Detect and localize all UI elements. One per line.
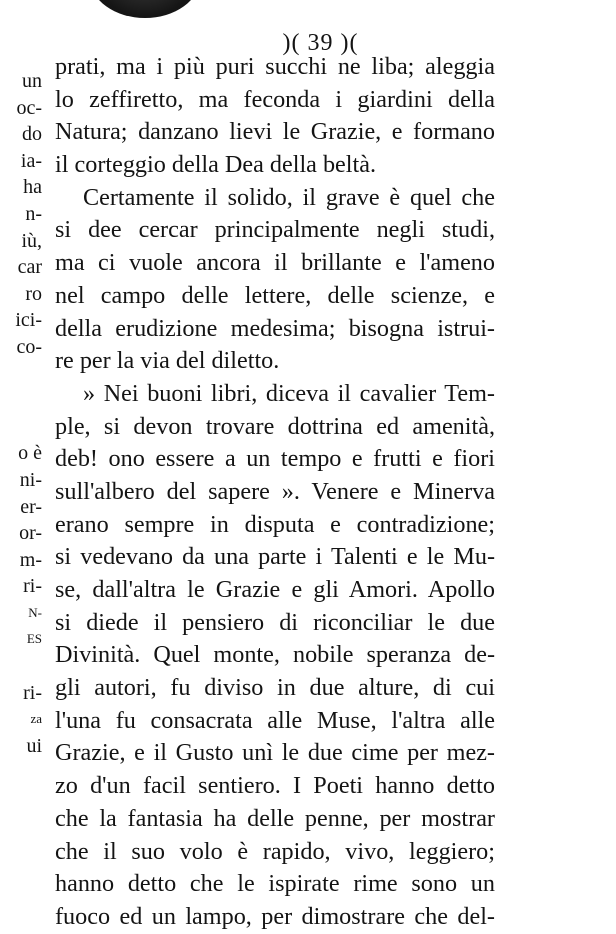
text-line: fuoco ed un lampo, per dimostrare che del-: [55, 902, 495, 930]
margin-fragment: co-: [16, 335, 42, 358]
margin-fragment: ri-: [23, 681, 42, 704]
text-line: erano sempre in disputa e contradizione;: [55, 510, 495, 538]
margin-fragment: ro: [25, 282, 42, 305]
text-line: re per la via del diletto.: [55, 347, 280, 375]
margin-fragment: oc-: [16, 96, 42, 119]
text-line: Natura; danzano lievi le Grazie, e formano: [55, 118, 495, 146]
margin-fragment: N-: [28, 604, 42, 620]
margin-fragment: ES: [26, 631, 42, 647]
text-line: gli autori, fu diviso in due alture, di cui: [55, 674, 495, 702]
text-line: ple, si devon trovare dottrina ed amenità,: [55, 412, 495, 440]
text-line: si vedevano da una parte i Talenti e le Mu-: [55, 543, 495, 571]
text-line: sull'albero del sapere ». Venere e Minerva: [55, 477, 495, 505]
margin-fragment: do: [22, 123, 42, 146]
text-line: Grazie, e il Gusto unì le due cime per mez-: [55, 739, 495, 767]
text-line: nel campo delle lettere, delle scienze, e: [55, 281, 495, 309]
margin-fragment: ha: [23, 176, 42, 199]
text-line: hanno detto che le ispirate rime sono un: [55, 870, 495, 898]
paragraph-first-line: Certamente il solido, il grave è quel che: [83, 183, 495, 211]
page-number: )( 39 )(: [282, 30, 359, 56]
text-line: se, dall'altra le Grazie e gli Amori. Apollo: [55, 576, 495, 603]
text-line: lo zeffiretto, ma feconda i giardini della: [55, 85, 495, 113]
text-line: zo d'un facil sentiero. I Poeti hanno detto: [55, 772, 495, 800]
text-line: Divinità. Quel monte, nobile speranza de-: [55, 641, 495, 669]
margin-fragment: za: [30, 711, 42, 727]
page-corner-seal: [90, 0, 200, 18]
text-line: deb! ono essere a un tempo e frutti e fiori: [55, 445, 495, 473]
margin-gap: [0, 653, 42, 680]
margin-fragment: ri-: [23, 575, 42, 598]
text-line: prati, ma i più puri succhi ne liba; aleggia: [55, 53, 495, 80]
margin-fragment: ui: [26, 734, 42, 757]
margin-fragment: ia-: [20, 149, 42, 172]
text-line: si diede il pensiero di riconciliar le due: [55, 608, 495, 636]
margin-gap: [0, 361, 42, 388]
paragraph-first-line: » Nei buoni libri, diceva il cavalier Tem-: [83, 379, 495, 407]
text-line: che il suo volo è rapido, vivo, leggiero;: [55, 837, 495, 865]
text-line: ma ci vuole ancora il brillante e l'ameno: [55, 249, 495, 277]
margin-fragment: iù,: [21, 229, 42, 252]
text-line: che la fantasia ha delle penne, per mostrar: [55, 804, 495, 832]
text-line: della erudizione medesima; bisogna istrui-: [55, 314, 495, 342]
margin-fragment: un: [22, 70, 42, 92]
margin-fragment: ni-: [19, 468, 42, 491]
margin-gap: [0, 387, 42, 414]
text-line: si dee cercar principalmente negli studi,: [55, 216, 495, 244]
margin-fragment: o è: [18, 442, 42, 465]
text-line: il corteggio della Dea della beltà.: [55, 151, 377, 179]
margin-fragment: m-: [19, 548, 42, 571]
body-text: [55, 51, 495, 934]
margin-fragment: er-: [20, 495, 42, 518]
margin-gap: [0, 414, 42, 441]
margin-fragment: n-: [25, 202, 42, 225]
facing-page-margin: [0, 68, 42, 759]
margin-fragment: or-: [19, 522, 42, 545]
text-line: l'una fu consacrata alle Muse, l'altra alle: [55, 706, 495, 734]
margin-fragment: car: [17, 256, 42, 279]
margin-fragment: ici-: [15, 309, 42, 332]
